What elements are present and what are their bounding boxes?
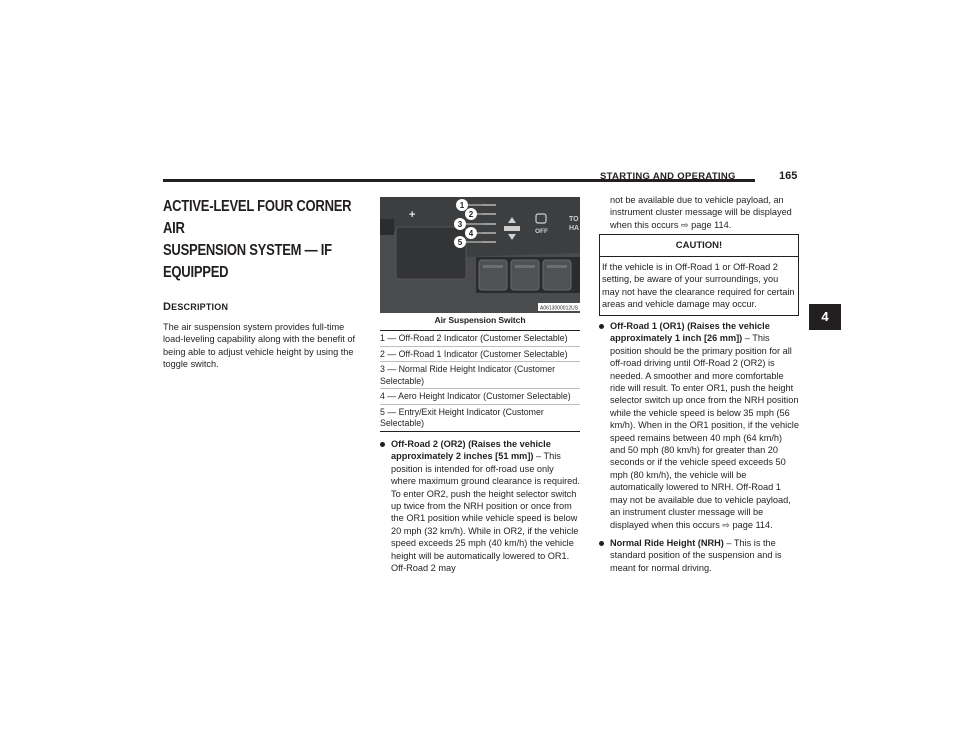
section-title-line-2: SUSPENSION SYSTEM — IF EQUIPPED: [163, 242, 332, 281]
description-paragraph: The air suspension system provides full-time load-leveling capability along with the benefit of being able to adjust vehicle height by using the toggle switch.: [163, 322, 356, 370]
off-road-2-continuation: not be available due to vehicle payload, an instrument cluster message will be displayed when this occurs ⇨ page 114.: [610, 195, 792, 230]
chapter-tab[interactable]: 4: [809, 304, 841, 330]
column-3: [599, 194, 799, 237]
legend-row-2: 2 — Off-Road 1 Indicator (Customer Selectable): [380, 347, 580, 363]
callout-4: 4: [468, 229, 474, 238]
bullet-icon: [599, 541, 604, 546]
off-road-1-term: Off-Road 1 (OR1) (Raises the vehicle approximately 1 inch [26 mm]): [610, 321, 770, 344]
callout-2: 2: [468, 210, 474, 219]
section-title-line-1: ACTIVE-LEVEL FOUR CORNER AIR: [163, 198, 352, 237]
panel-tow-label: TO: [569, 216, 579, 223]
callout-1: 1: [459, 201, 465, 210]
column-2-list: [380, 438, 580, 580]
nrh-term: Normal Ride Height (NRH): [610, 537, 724, 548]
subhead-initial: D: [163, 301, 172, 313]
panel-plus-sign: +: [409, 209, 416, 221]
nrh-text: – This is the standard position of the suspension and is meant for normal driving.: [610, 537, 782, 573]
list-item-off-road-2: [380, 438, 580, 574]
caution-box: [599, 234, 799, 316]
callout-5: 5: [457, 238, 463, 247]
legend-row-1: 1 — Off-Road 2 Indicator (Customer Selectable): [380, 331, 580, 347]
section-title: [163, 196, 365, 284]
caution-title: CAUTION!: [600, 235, 798, 257]
caution-text: If the vehicle is in Off-Road 1 or Off-Road 2 setting, be aware of your surroundings, you may not have the clearance required for certain areas and vehicle damage may occur.: [602, 262, 795, 310]
legend-row-3: 3 — Normal Ride Height Indicator (Customer Selectable): [380, 362, 580, 389]
air-suspension-switch-figure: [380, 197, 580, 313]
bullet-icon: [599, 324, 604, 329]
page-ref-arrow-icon: ⇨: [681, 219, 689, 230]
legend-row-5: 5 — Entry/Exit Height Indicator (Customer Selectable): [380, 406, 544, 428]
column-3-list: [599, 320, 799, 580]
toggle-switch-bank: [476, 257, 580, 293]
figure-caption: Air Suspension Switch: [434, 315, 526, 325]
off-road-2-text: – This position is intended for off-road use only where maximum ground clearance is required. To enter OR2, push the height selector switch up twice from the NRH position or once from the OR1 position while vehicle speed is below 20 mph (32 km/h). While in OR2, if the vehicle speed exceeds 25 mph (40 km/h) the vehicle height will be automatically lowered to OR1. Off-Road 2 may: [391, 451, 580, 574]
off-road-1-text: – This position should be the primary position for all off-road driving until Off-Road 2 (OR2) is needed. A smoother and more comfortable ride will result. To enter OR1, push the height selector switch up once from the NRH position while the vehicle speed is below 35 mph (56 km/h). When in the OR1 position, if the vehicle speed remains between 40 mph (64 km/h) and 50 mph (80 km/h) for greater than 20 seconds or if the vehicle speed exceeds 50 mph (80 km/h), the vehicle will be automatically lowered to NRH. Off-Road 1 may not be available due to vehicle payload, an instrument cluster message will be displayed when this occurs: [610, 333, 799, 530]
column-1: [163, 196, 359, 371]
panel-off-label: OFF: [535, 228, 548, 235]
figure-legend-table: [380, 330, 580, 432]
page-ref-arrow-icon: ⇨: [722, 519, 730, 530]
figure-image-code: A0613000012US: [540, 305, 579, 312]
list-item-normal-ride-height: [599, 537, 799, 574]
legend-row-4: 4 — Aero Height Indicator (Customer Selectable): [380, 389, 580, 405]
subhead-rest: ESCRIPTION: [171, 302, 229, 312]
page-ref-link[interactable]: page 114.: [732, 519, 773, 530]
bullet-icon: [380, 442, 385, 447]
off-road-2-term: Off-Road 2 (OR2) (Raises the vehicle approximately 2 inches [51 mm]): [391, 439, 551, 462]
callout-3: 3: [457, 220, 463, 229]
switch-illustration: [380, 197, 580, 313]
panel-haul-label: HA: [569, 225, 580, 232]
page-number: 165: [779, 170, 798, 182]
description-subheading: [163, 301, 359, 313]
list-item-off-road-1: [599, 320, 799, 531]
page-ref-link[interactable]: page 114.: [691, 219, 732, 230]
running-header-title: STARTING AND OPERATING: [600, 171, 736, 182]
